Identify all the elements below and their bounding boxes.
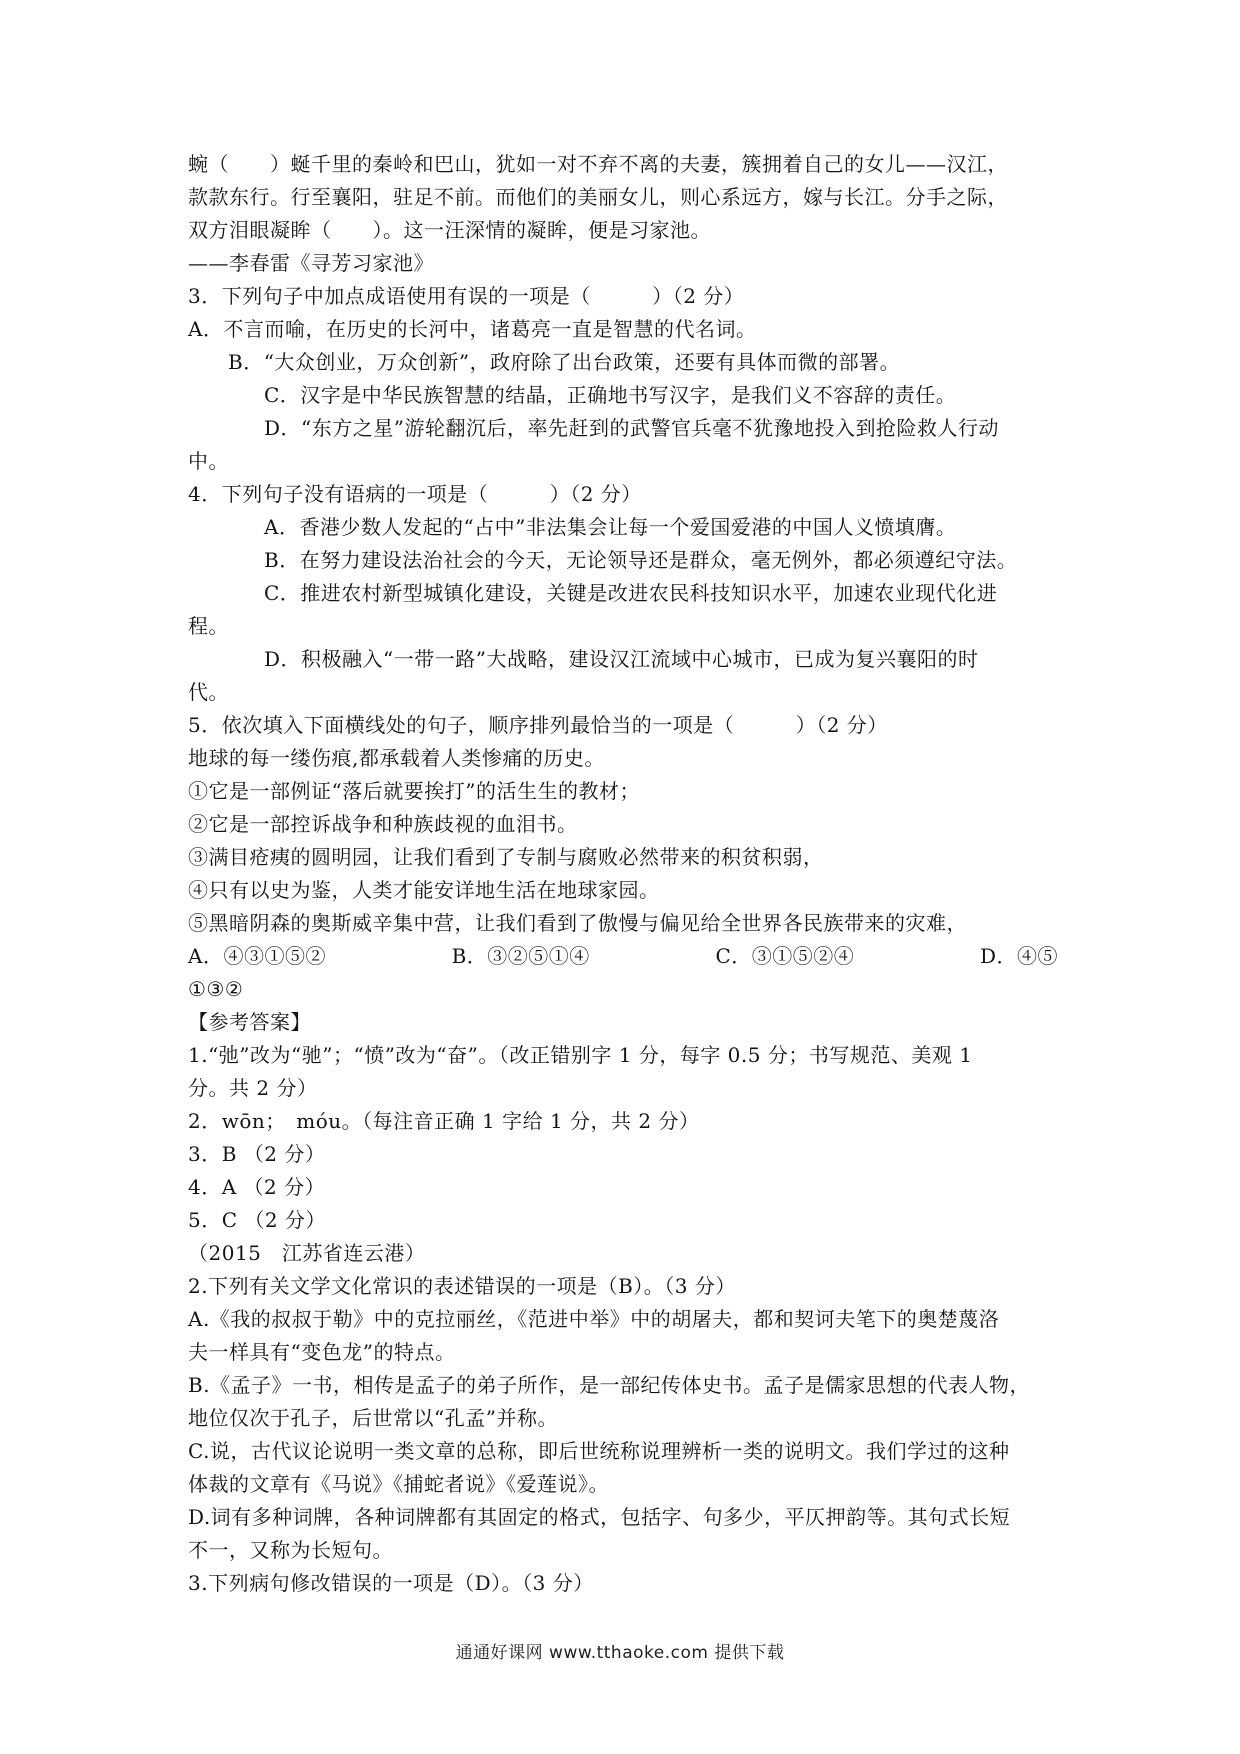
answers-header: 【参考答案】	[188, 1010, 311, 1034]
answer-3: 3．B （2 分）	[188, 1142, 326, 1166]
q5-option-d: D．④⑤	[979, 944, 1058, 968]
q3-option-b: B．“大众创业，万众创新”，政府除了出台政策，还要有具体而微的部署。	[228, 350, 901, 374]
q4-option-d-continued: 代。	[188, 680, 229, 704]
q5-option-c: C．③①⑤②④	[715, 944, 855, 968]
s2015-q2-option-b: B.《孟子》一书，相传是孟子的弟子所作，是一部纪传体史书。孟子是儒家思想的代表人物，	[188, 1373, 1031, 1397]
q4-option-c-continued: 程。	[188, 614, 229, 638]
q5-option-a: A．④③①⑤②	[188, 944, 326, 968]
section-2015-header: （2015 江苏省连云港）	[188, 1241, 426, 1265]
q5-option-d-continued: ①③②	[188, 977, 244, 1001]
q5-options-row	[188, 940, 1058, 973]
q4-option-a: A．香港少数人发起的“占中”非法集会让每一个爱国爱港的中国人义愤填膺。	[264, 515, 957, 539]
passage-line-2: 款款东行。行至襄阳，驻足不前。而他们的美丽女儿，则心系远方，嫁与长江。分手之际，	[188, 185, 1008, 209]
answer-2: 2．wōn； móu。（每注音正确 1 字给 1 分，共 2 分）	[188, 1109, 700, 1133]
q3-option-d-continued: 中。	[188, 449, 229, 473]
answer-1: 1.“弛”改为“驰”；“愤”改为“奋”。（改正错别字 1 分，每字 0.5 分；书写规范、美观 1	[188, 1043, 973, 1067]
answer-1-continued: 分。共 2 分）	[188, 1076, 318, 1100]
s2015-q2-option-c: C.说，古代议论说明一类文章的总称，即后世统称说理辨析一类的说明文。我们学过的这种	[188, 1439, 1010, 1463]
q3-option-a: A．不言而喻，在历史的长河中，诸葛亮一直是智慧的代名词。	[188, 317, 757, 341]
answer-5: 5．C （2 分）	[188, 1208, 326, 1232]
q5-sentence-3: ③满目疮痍的圆明园，让我们看到了专制与腐败必然带来的积贫积弱，	[188, 845, 824, 869]
s2015-q2-stem: 2.下列有关文学文化常识的表述错误的一项是（B）。（3 分）	[188, 1274, 736, 1298]
q5-option-b: B．③②⑤①④	[451, 944, 590, 968]
q3-option-d: D．“东方之星”游轮翻沉后，率先赶到的武警官兵毫不犹豫地投入到抢险救人行动	[264, 416, 999, 440]
q5-sentence-4: ④只有以史为鉴，人类才能安详地生活在地球家园。	[188, 878, 660, 902]
s2015-q2-option-d: D.词有多种词牌，各种词牌都有其固定的格式，包括字、句多少，平仄押韵等。其句式长短	[188, 1505, 1011, 1529]
s2015-q3-stem: 3.下列病句修改错误的一项是（D）。（3 分）	[188, 1571, 594, 1595]
document-body	[188, 148, 1058, 1600]
s2015-q2-option-b-continued: 地位仅次于孔子，后世常以“孔孟”并称。	[188, 1406, 558, 1430]
q4-stem: 4．下列句子没有语病的一项是（ ）（2 分）	[188, 482, 642, 506]
passage-source: ——李春雷《寻芳习家池》	[188, 251, 434, 275]
q5-sentence-2: ②它是一部控诉战争和种族歧视的血泪书。	[188, 812, 578, 836]
q5-sentence-1: ①它是一部例证“落后就要挨打”的活生生的教材；	[188, 779, 640, 803]
passage-line-3: 双方泪眼凝眸（ ）。这一汪深情的凝眸，便是习家池。	[188, 218, 711, 242]
q4-option-c: C．推进农村新型城镇化建设，关键是改进农民科技知识水平，加速农业现代化进	[264, 581, 998, 605]
passage-line-1: 蜿（ ）蜒千里的秦岭和巴山，犹如一对不弃不离的夫妻，簇拥着自己的女儿——汉江，	[188, 152, 1008, 176]
page-footer: 通通好课网 www.tthaoke.com 提供下载	[455, 1643, 785, 1663]
q5-stem: 5．依次填入下面横线处的句子，顺序排列最恰当的一项是（ ）（2 分）	[188, 713, 888, 737]
q3-option-c: C．汉字是中华民族智慧的结晶，正确地书写汉字，是我们义不容辞的责任。	[264, 383, 957, 407]
q5-intro: 地球的每一缕伤痕,都承载着人类惨痛的历史。	[188, 746, 605, 770]
s2015-q2-option-a: A.《我的叔叔于勒》中的克拉丽丝，《范进中举》中的胡屠夫，都和契诃夫笔下的奥楚蔑洛	[188, 1307, 1000, 1331]
answer-4: 4．A （2 分）	[188, 1175, 326, 1199]
s2015-q2-option-d-continued: 不一，又称为长短句。	[188, 1538, 393, 1562]
q4-option-d: D．积极融入“一带一路”大战略，建设汉江流域中心城市，已成为复兴襄阳的时	[264, 647, 979, 671]
q5-sentence-5: ⑤黑暗阴森的奥斯威辛集中营，让我们看到了傲慢与偏见给全世界各民族带来的灾难，	[188, 911, 967, 935]
s2015-q2-option-a-continued: 夫一样具有“变色龙”的特点。	[188, 1340, 456, 1364]
q4-option-b: B．在努力建设法治社会的今天，无论领导还是群众，毫无例外，都必须遵纪守法。	[264, 548, 1018, 572]
q3-stem: 3．下列句子中加点成语使用有误的一项是（ ）（2 分）	[188, 284, 745, 308]
s2015-q2-option-c-continued: 体裁的文章有《马说》《捕蛇者说》《爱莲说》。	[188, 1472, 609, 1496]
